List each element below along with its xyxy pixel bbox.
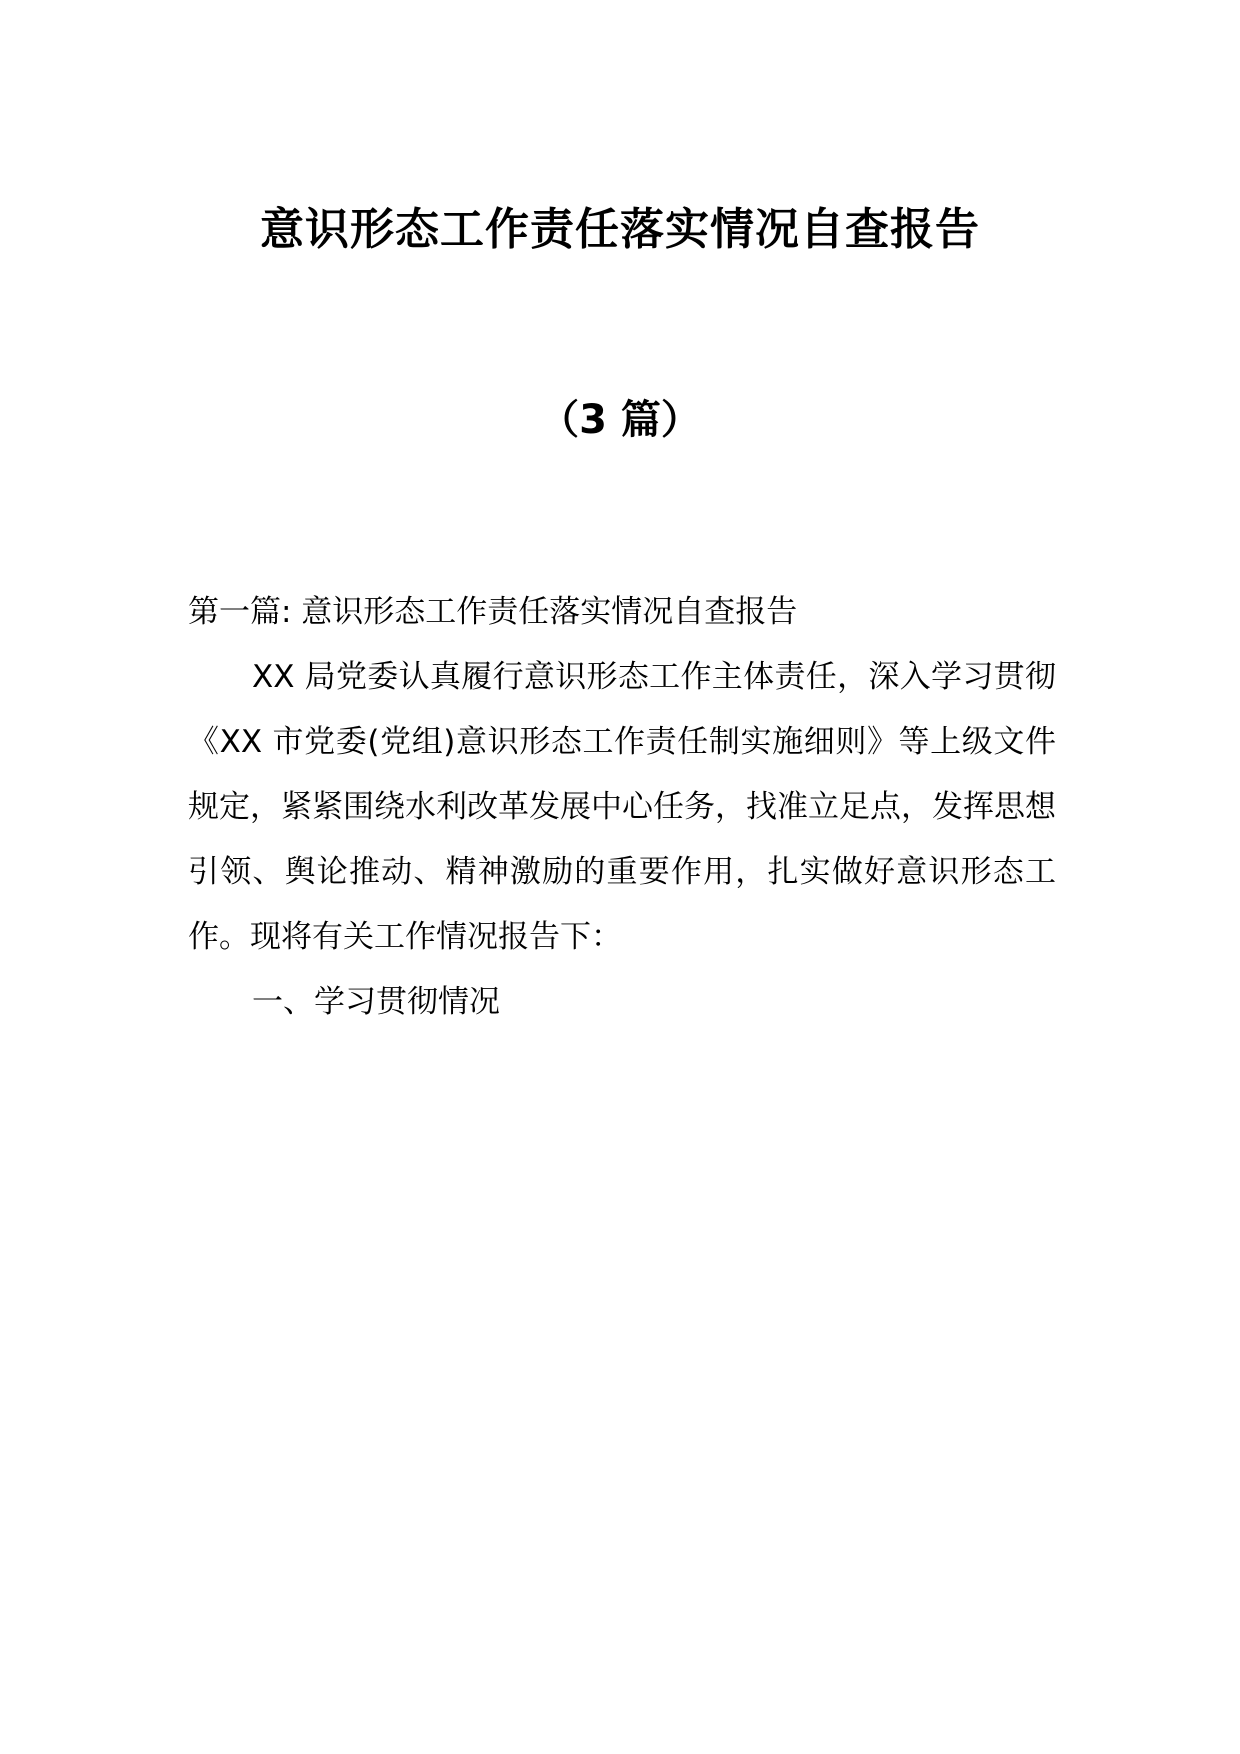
subsection-heading: 一、学习贯彻情况 <box>252 984 500 1020</box>
document-body <box>188 580 1056 1035</box>
body-paragraph: XX 局党委认真履行意识形态工作主体责任，深入学习贯彻《XX 市党委(党组)意识形态工作责任制实施细则》等上级文件规定，紧紧围绕水利改革发展中心任务，找准立足点，发挥思想引领、舆论推动、精神激励的重要作用，扎实做好意识形态工作。现将有关工作情况报告下： <box>188 659 1056 955</box>
document-subtitle: （3 篇） <box>539 397 701 443</box>
document-title: 意识形态工作责任落实情况自查报告 <box>260 204 980 255</box>
section-heading: 第一篇: 意识形态工作责任落实情况自查报告 <box>188 594 798 630</box>
